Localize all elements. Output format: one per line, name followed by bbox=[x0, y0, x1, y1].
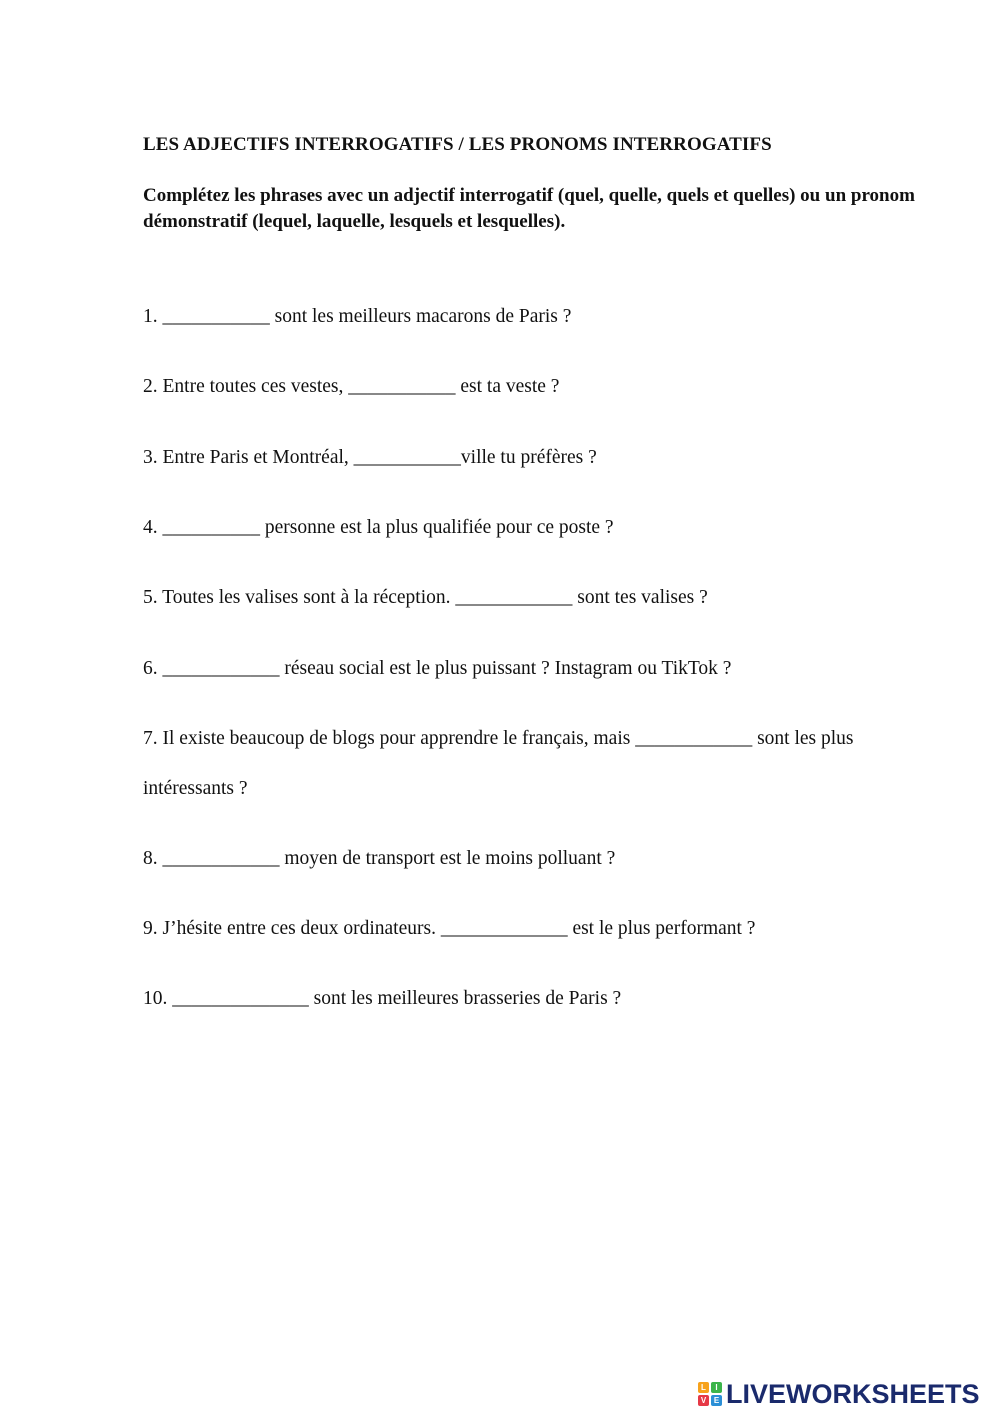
question-1: 1. ___________ sont les meilleurs macarons de Paris ? bbox=[143, 306, 572, 327]
logo-tile-l: L bbox=[698, 1382, 709, 1393]
question-6: 6. ____________ réseau social est le plus puissant ? Instagram ou TikTok ? bbox=[143, 658, 732, 679]
question-8: 8. ____________ moyen de transport est le moins polluant ? bbox=[143, 848, 616, 869]
question-7-continuation: intéressants ? bbox=[143, 778, 248, 799]
question-4: 4. __________ personne est la plus qualifiée pour ce poste ? bbox=[143, 517, 614, 538]
logo-tile-v: V bbox=[698, 1395, 709, 1406]
logo-text: LIVEWORKSHEETS bbox=[726, 1378, 980, 1409]
logo-tile-e: E bbox=[711, 1395, 722, 1406]
question-2: 2. Entre toutes ces vestes, ___________ est ta veste ? bbox=[143, 376, 560, 397]
question-3: 3. Entre Paris et Montréal, ___________ville tu préfères ? bbox=[143, 447, 597, 468]
page-title: LES ADJECTIFS INTERROGATIFS / LES PRONOMS INTERROGATIFS bbox=[143, 134, 772, 155]
instruction-text: Complétez les phrases avec un adjectif interrogatif (quel, quelle, quels et quelles) ou un pronom démonstratif (lequel, laquelle, lesquels et lesquelles). bbox=[143, 185, 915, 232]
liveworksheets-logo bbox=[698, 1377, 980, 1411]
logo-tile-i: I bbox=[711, 1382, 722, 1393]
logo-tiles-icon bbox=[698, 1382, 722, 1406]
question-5: 5. Toutes les valises sont à la réception. ____________ sont tes valises ? bbox=[143, 587, 708, 608]
question-10: 10. ______________ sont les meilleures brasseries de Paris ? bbox=[143, 988, 622, 1009]
question-9: 9. J’hésite entre ces deux ordinateurs. _____________ est le plus performant ? bbox=[143, 918, 756, 939]
question-7: 7. Il existe beaucoup de blogs pour apprendre le français, mais ____________ sont les plus bbox=[143, 728, 854, 749]
